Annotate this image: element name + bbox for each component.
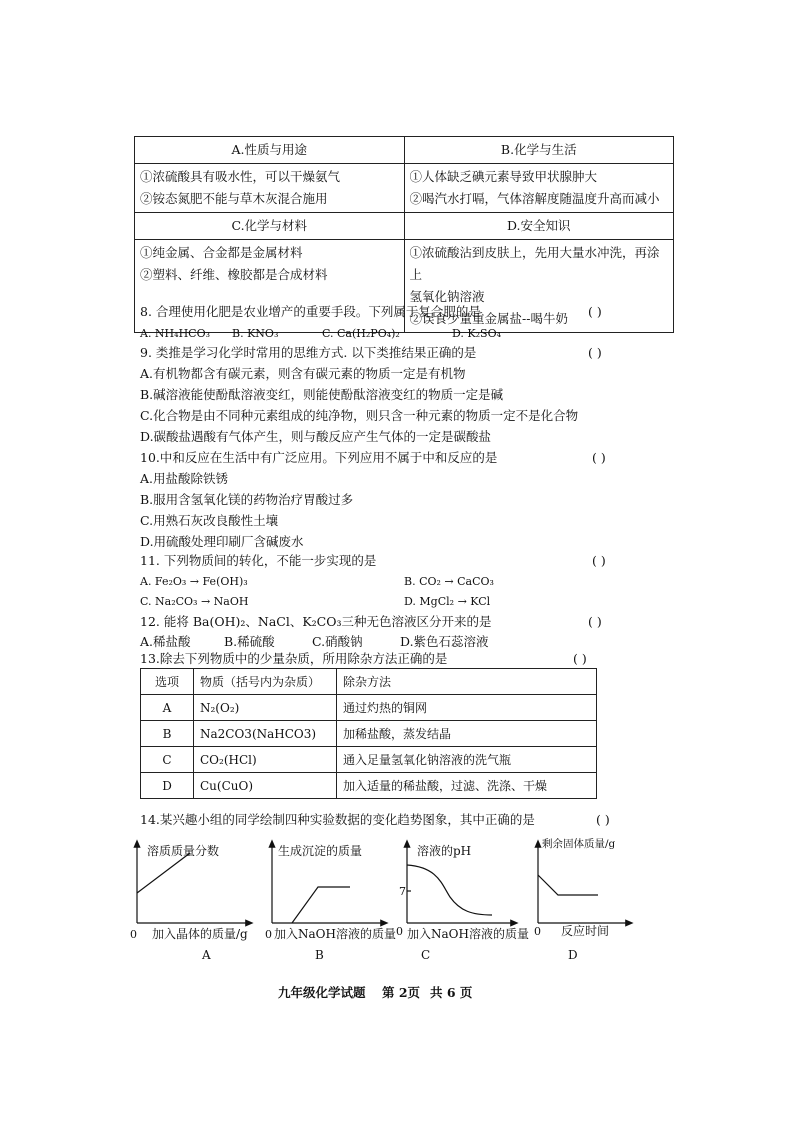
q11-answer-paren[interactable]: ( ) <box>592 553 606 568</box>
q10-option-b: B.服用含氢氧化镁的药物治疗胃酸过多 <box>140 492 354 507</box>
q9-stem: 9. 类推是学习化学时常用的思维方式. 以下类推结果正确的是 <box>140 345 477 360</box>
cell-option: C <box>141 747 194 773</box>
cell-line: ①浓硫酸沾到皮肤上，先用大量水冲洗，再涂上 <box>409 245 660 282</box>
q8-stem: 8. 合理使用化肥是农业增产的重要手段。下列属于复合肥的是 <box>140 304 481 319</box>
table-header-b: B.化学与生活 <box>404 137 674 164</box>
q11-stem: 11. 下列物质间的转化，不能一步实现的是 <box>140 553 377 568</box>
q8-option-d: D. K₂SO₄ <box>452 327 502 340</box>
table-header-d: D.安全知识 <box>404 213 674 240</box>
graph-d-curve <box>538 875 598 895</box>
q8-option-b: B. KNO₃ <box>232 327 279 340</box>
q12-option-c: C.硝酸钠 <box>312 634 363 649</box>
q11-option-d: D. MgCl₂ → KCl <box>404 595 491 608</box>
graph-a-origin: 0 <box>130 928 137 941</box>
q11-option-c: C. Na₂CO₃ → NaOH <box>140 595 249 608</box>
table-row <box>141 695 597 721</box>
cell-line: ②误食少量重金属盐--喝牛奶 <box>409 311 568 326</box>
cell-line: ②喝汽水打嗝，气体溶解度随温度升高而减小 <box>409 191 660 206</box>
footer-total: 共 6 页 <box>430 985 473 1000</box>
table-cell-b <box>404 164 674 213</box>
q8-option-c: C. Ca(H₂PO₄)₂ <box>322 327 400 340</box>
graph-c-letter: C <box>421 948 431 962</box>
cell-line: 氢氧化钠溶液 <box>409 289 485 304</box>
cell-line: ①人体缺乏碘元素导致甲状腺肿大 <box>409 169 598 184</box>
q11-option-a: A. Fe₂O₃ → Fe(OH)₃ <box>140 575 248 588</box>
cell-line: ②塑料、纤维、橡胶都是合成材料 <box>140 267 328 282</box>
table-row <box>141 721 597 747</box>
col-header-substance: 物质（括号内为杂质） <box>194 669 337 695</box>
q9-option-b: B.碱溶液能使酚酞溶液变红，则能使酚酞溶液变红的物质一定是碱 <box>140 387 504 402</box>
q12-option-d: D.紫色石蕊溶液 <box>400 634 489 649</box>
q13-stem: 13.除去下列物质中的少量杂质，所用除杂方法正确的是 <box>140 651 448 666</box>
table-cell-a <box>135 164 405 213</box>
q12-option-b: B.稀硫酸 <box>224 634 275 649</box>
q11-option-b: B. CO₂ → CaCO₃ <box>404 575 494 588</box>
q13-answer-paren[interactable]: ( ) <box>573 651 587 666</box>
cell-method: 加稀盐酸，蒸发结晶 <box>337 721 597 747</box>
graph-d-ylabel: 剩余固体质量/g <box>542 838 616 850</box>
q12-answer-paren[interactable]: ( ) <box>588 614 602 629</box>
q14-answer-paren[interactable]: ( ) <box>596 812 610 827</box>
q10-answer-paren[interactable]: ( ) <box>592 450 606 465</box>
q10-option-c: C.用熟石灰改良酸性土壤 <box>140 513 279 528</box>
footer-page: 第 2页 <box>382 985 421 1000</box>
graph-c-xlabel: 加入NaOH溶液的质量 <box>407 927 529 941</box>
cell-method: 加入适量的稀盐酸，过滤、洗涤、干燥 <box>337 773 597 799</box>
q10-option-d: D.用硫酸处理印刷厂含碱废水 <box>140 534 304 549</box>
graph-c-curve <box>407 865 492 915</box>
q8-option-a: A. NH₄HCO₃ <box>140 327 211 340</box>
q9-answer-paren[interactable]: ( ) <box>588 345 602 360</box>
graph-b-letter: B <box>315 948 324 962</box>
graph-b-curve <box>292 887 350 923</box>
cell-substance: N₂(O₂) <box>194 695 337 721</box>
col-header-method: 除杂方法 <box>337 669 597 695</box>
q12-option-a: A.稀盐酸 <box>140 634 191 649</box>
cell-method: 通入足量氢氧化钠溶液的洗气瓶 <box>337 747 597 773</box>
graph-c-ylabel: 溶液的pH <box>417 844 472 858</box>
q9-option-d: D.碳酸盐遇酸有气体产生，则与酸反应产生气体的一定是碳酸盐 <box>140 429 492 444</box>
graph-d-letter: D <box>568 948 578 962</box>
table-header-a: A.性质与用途 <box>135 137 405 164</box>
table-header-c: C.化学与材料 <box>135 213 405 240</box>
table-row <box>141 747 597 773</box>
q9-option-a: A.有机物都含有碳元素，则含有碳元素的物质一定是有机物 <box>140 366 466 381</box>
q8-answer-paren[interactable]: ( ) <box>588 304 602 319</box>
graph-b-origin: 0 <box>265 928 272 941</box>
cell-substance: Cu(CuO) <box>194 773 337 799</box>
graph-b-xlabel: 加入NaOH溶液的质量 <box>274 927 396 941</box>
col-header-option: 选项 <box>141 669 194 695</box>
graph-a-xlabel: 加入晶体的质量/g <box>152 927 248 941</box>
cell-line: ①浓硫酸具有吸水性，可以干燥氨气 <box>140 169 341 184</box>
footer-subject: 九年级化学试题 <box>278 985 366 1000</box>
cell-substance: Na2CO3(NaHCO3) <box>194 721 337 747</box>
graph-c-tick-label: 7 <box>399 885 406 898</box>
graph-a-letter: A <box>202 948 211 962</box>
graph-d-xlabel: 反应时间 <box>561 924 610 938</box>
graph-d-origin: 0 <box>534 925 541 938</box>
graph-a-ylabel: 溶质质量分数 <box>147 844 220 858</box>
q9-option-c: C.化合物是由不同种元素组成的纯净物，则只含一种元素的物质一定不是化合物 <box>140 408 579 423</box>
table-header-row <box>141 669 597 695</box>
q10-option-a: A.用盐酸除铁锈 <box>140 471 229 486</box>
table-row <box>141 773 597 799</box>
q10-stem: 10.中和反应在生活中有广泛应用。下列应用不属于中和反应的是 <box>140 450 498 465</box>
graph-b-ylabel: 生成沉淀的质量 <box>278 844 363 858</box>
q12-stem: 12. 能将 Ba(OH)₂、NaCl、K₂CO₃三种无色溶液区分开来的是 <box>140 614 492 629</box>
cell-option: A <box>141 695 194 721</box>
graph-c-origin: 0 <box>396 925 403 938</box>
q14-stem: 14.某兴趣小组的同学绘制四种实验数据的变化趋势图象，其中正确的是 <box>140 812 535 827</box>
cell-method: 通过灼热的铜网 <box>337 695 597 721</box>
q13-table <box>140 668 597 799</box>
cell-option: D <box>141 773 194 799</box>
cell-option: B <box>141 721 194 747</box>
cell-line: ②铵态氮肥不能与草木灰混合施用 <box>140 191 328 206</box>
cell-substance: CO₂(HCl) <box>194 747 337 773</box>
cell-line: ①纯金属、合金都是金属材料 <box>140 245 303 260</box>
graph-a-curve <box>137 853 190 893</box>
q14-graphs <box>120 835 640 965</box>
